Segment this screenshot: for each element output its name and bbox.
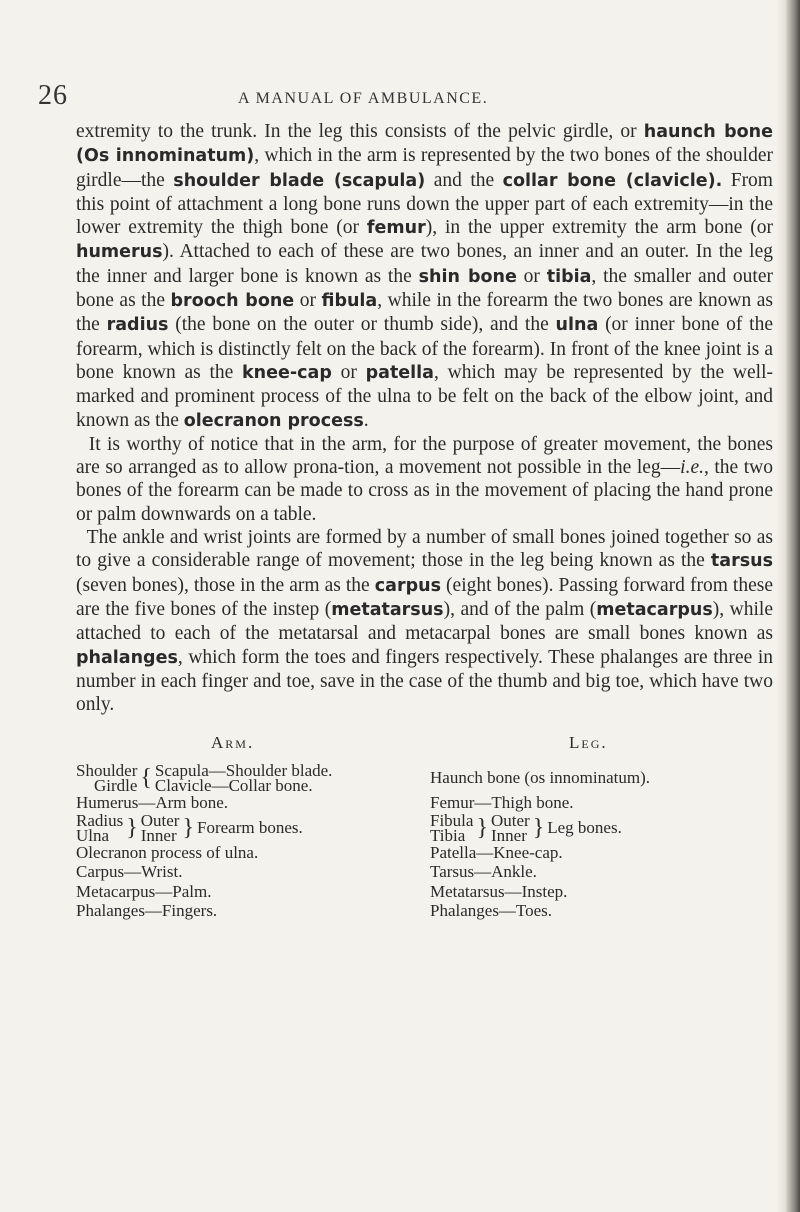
- brace-icon: }: [126, 814, 138, 841]
- forearm-sides: [140, 810, 180, 845]
- text-run: or: [516, 265, 547, 287]
- abbreviation: i.e.: [680, 457, 704, 479]
- text-run: or: [294, 290, 322, 312]
- forearm-names: [76, 810, 124, 845]
- brace-icon: {: [140, 765, 152, 791]
- text-run: extremity to the trunk. In the leg this consists of the pelvic girdle, or: [76, 121, 644, 142]
- girdle-bones: [155, 763, 333, 793]
- term: shin bone: [418, 266, 517, 287]
- haunch-row: Haunch bone (os innominatum).: [430, 768, 651, 787]
- radius-label: Radius: [76, 810, 124, 830]
- leg-column: [430, 763, 775, 921]
- text-run: and the: [425, 169, 503, 191]
- carpus-row: Carpus—Wrist.: [76, 862, 183, 881]
- term: metacarpus: [596, 599, 713, 620]
- text-run: or: [331, 361, 366, 383]
- humerus-row: Humerus—Arm bone.: [76, 793, 229, 812]
- arm-column: [76, 763, 406, 921]
- page-number: 26: [38, 80, 68, 111]
- text-run: (seven bones), those in the arm as the: [76, 574, 375, 596]
- metatarsus-row: Metatarsus—Instep.: [430, 881, 568, 901]
- book-spine-edge: [786, 0, 800, 1212]
- femur-row: Femur—Thigh bone.: [430, 793, 574, 812]
- leg-heading: Leg.: [569, 733, 608, 752]
- text-run: It is worthy of notice that in the arm, for the purpose of greater movement, the bones are so arranged as to allow prona-tion, a movement not possible in the leg—: [76, 433, 774, 479]
- text-run: ), in the upper extremity the arm bone (or: [425, 217, 773, 239]
- text-run: , the two bones of the forearm can be made to cross as in the movement of placing the hand prone or palm downwards on a table.: [76, 457, 773, 525]
- clavicle-entry: Clavicle—Collar bone.: [154, 776, 313, 795]
- shoulder-girdle-row: [76, 763, 406, 793]
- running-head: A MANUAL OF AMBULANCE.: [238, 90, 489, 107]
- term: carpus: [374, 575, 441, 596]
- term: metatarsus: [331, 599, 444, 620]
- text-run: (or inner bone of the forearm, which is distinctly felt on the back of the forearm). In front of the knee joint is a bone known as the: [76, 314, 773, 383]
- text-run: From this point of attachment a long bone runs down the upper part of each extremity—in the lower extremity the thigh bone (or: [76, 169, 773, 239]
- term: tibia: [546, 266, 592, 287]
- text-run: , while in the forearm the two bones are known as the: [76, 290, 773, 336]
- tibia-label: Tibia: [430, 825, 466, 845]
- text-run: ). Attached to each of these are two bones, an inner and an outer. In the leg the inner and larger bone is known as the: [76, 241, 773, 287]
- text-run: , the smaller and outer bone as the: [76, 265, 774, 312]
- phalanges-row: Phalanges—Toes.: [430, 901, 553, 920]
- term: fibula: [321, 291, 378, 312]
- term: shoulder blade (scapula): [173, 170, 426, 191]
- term: collar bone (clavicle).: [502, 170, 723, 191]
- term: femur: [366, 218, 426, 239]
- page-shadow: [776, 0, 786, 1212]
- text-run: (the bone on the outer or thumb side), and the: [168, 314, 556, 336]
- term: phalanges: [76, 647, 178, 668]
- olecranon-row: Olecranon process of ulna.: [76, 842, 259, 862]
- scapula-entry: Scapula—Shoulder blade.: [154, 761, 333, 780]
- leg-bone-names: [430, 810, 474, 845]
- term: patella: [365, 362, 434, 383]
- phalanges-row: Phalanges—Fingers.: [76, 901, 218, 920]
- girdle-label: [76, 763, 137, 793]
- girdle-label-b: Girdle: [93, 776, 138, 795]
- patella-row: Patella—Knee-cap.: [430, 842, 563, 862]
- arm-heading: Arm.: [211, 733, 255, 752]
- text-run: , which may be represented by the well-marked and prominent process of the ulna to be felt on the back of the elbow joint, and known as the: [76, 361, 773, 431]
- text-run: , which in the arm is represented by the two bones of the shoulder girdle—the: [76, 145, 773, 191]
- inner-label: Inner: [490, 825, 527, 845]
- outer-label: Outer: [140, 810, 180, 830]
- girdle-label-a: Shoulder: [76, 761, 138, 780]
- term: tarsus: [710, 551, 773, 572]
- leg-bones-row: [430, 810, 775, 845]
- term: knee-cap: [242, 362, 332, 383]
- brace-icon: }: [532, 814, 545, 841]
- ulna-label: Ulna: [76, 825, 110, 845]
- term: ulna: [555, 315, 599, 336]
- text-run: (eight bones). Passing forward from these are the five bones of the instep (: [76, 574, 773, 620]
- text-run: ), while attached to each of the metatarsal and metacarpal bones are small bones known as: [76, 598, 773, 645]
- leg-bone-sides: [490, 810, 530, 845]
- brace-icon: }: [182, 814, 195, 841]
- term: haunch bone (Os innominatum): [76, 122, 773, 167]
- term: olecranon process: [183, 410, 364, 431]
- text-run: The ankle and wrist joints are formed by a number of small bones joined together so as to give a considerable range of movement; those in the leg being known as the: [76, 527, 774, 572]
- body-text: [76, 120, 773, 716]
- text-run: .: [363, 409, 369, 431]
- text-run: , which form the toes and fingers respectively. These phalanges are three in number in each finger and toe, save in the case of the thumb and big toe, which have two only.: [76, 646, 773, 716]
- leg-bones-label: Leg bones.: [547, 817, 622, 837]
- term: humerus: [76, 242, 163, 263]
- paragraph-1: [76, 120, 773, 433]
- paragraph-3: [76, 526, 773, 716]
- page-header: [38, 80, 768, 116]
- term: radius: [106, 315, 169, 336]
- tarsus-row: Tarsus—Ankle.: [430, 862, 537, 881]
- brace-icon: }: [476, 814, 488, 841]
- inner-label: Inner: [140, 825, 177, 845]
- paragraph-2: [76, 433, 773, 526]
- fibula-label: Fibula: [430, 810, 474, 830]
- metacarpus-row: Metacarpus—Palm.: [76, 881, 212, 901]
- forearm-bones-label: Forearm bones.: [197, 817, 303, 837]
- forearm-row: [76, 810, 406, 845]
- bone-tables: [76, 733, 773, 920]
- term: brooch bone: [170, 291, 295, 312]
- outer-label: Outer: [490, 810, 530, 830]
- text-run: ), and of the palm (: [443, 598, 597, 620]
